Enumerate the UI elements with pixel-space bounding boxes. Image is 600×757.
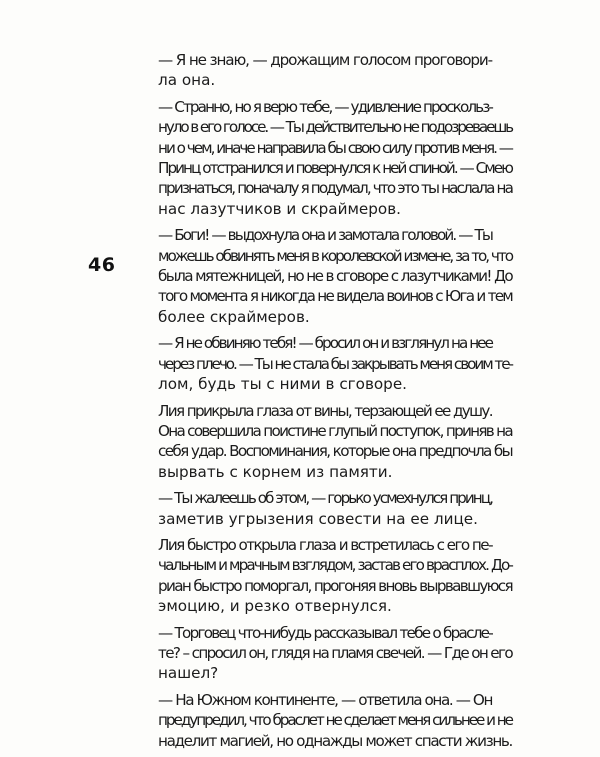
text-line: нашел? bbox=[158, 664, 219, 683]
text-line: риан быстро поморгал, прогоняя вновь вырвавшуюся bbox=[158, 576, 512, 595]
paragraph bbox=[138, 333, 512, 394]
text-line: — Я не обвиняю тебя! — бросил он и взглянул на нее bbox=[158, 334, 492, 353]
text-line: Лия быстро открыла глаза и встретилась с его пе- bbox=[158, 535, 492, 554]
paragraph bbox=[138, 488, 512, 529]
text-line: — Боги! — выдохнула она и замотала головой. — Ты bbox=[158, 226, 492, 245]
text-line: Лия прикрыла глаза от вины, терзающей ее душу. bbox=[158, 401, 492, 420]
text-line: — Торговец что-нибудь рассказывал тебе о брасле- bbox=[158, 623, 492, 642]
text-line: чальным и мрачным взглядом, застав его врасплох. До- bbox=[158, 556, 512, 575]
text-line: ни о чем, иначе направила бы свою силу против меня. — bbox=[158, 138, 512, 157]
paragraph bbox=[138, 623, 512, 684]
text-line: — На Южном континенте, — ответила она. — Он bbox=[158, 690, 492, 709]
paragraph bbox=[138, 535, 512, 617]
text-line: нас лазутчиков и скраймеров. bbox=[158, 199, 401, 218]
text-line: заметив угрызения совести на ее лице. bbox=[158, 509, 478, 528]
paragraph bbox=[138, 225, 512, 327]
text-line: нуло в его голосе. — Ты действительно не подозреваешь bbox=[158, 118, 512, 137]
page-number: 46 bbox=[88, 254, 116, 276]
text-line: вырвать с корнем из памяти. bbox=[158, 462, 393, 481]
text-line: можешь обвинять меня в королевской измене, за то, что bbox=[158, 246, 512, 265]
text-line: наделит магией, но однажды может спасти жизнь. bbox=[158, 731, 512, 750]
text-line: — Странно, но я верю тебе, — удивление проскольз- bbox=[158, 97, 492, 116]
text-line: эмоцию, и резко отвернулся. bbox=[158, 597, 392, 616]
text-line: была мятежницей, но не в сговоре с лазутчиками! До bbox=[158, 267, 512, 286]
text-line: ла она. bbox=[158, 71, 216, 90]
text-line: — Я не знаю, — дрожащим голосом проговори- bbox=[158, 51, 492, 69]
text-line: признаться, поначалу я подумал, что это ты наслала на bbox=[158, 179, 512, 198]
text-line: Она совершила поистине глупый поступок, приняв на bbox=[158, 421, 512, 440]
body-text bbox=[138, 50, 512, 757]
text-line: более скраймеров. bbox=[158, 307, 310, 326]
paragraph bbox=[138, 401, 512, 483]
text-line: предупредил, что браслет не сделает меня сильнее и не bbox=[158, 711, 512, 730]
text-line: лом, будь ты с ними в сговоре. bbox=[158, 375, 407, 394]
text-line: через плечо. — Ты не стала бы закрывать меня своим те- bbox=[158, 354, 512, 373]
text-line: те? – спросил он, глядя на пламя свечей. — Где он его bbox=[158, 643, 512, 662]
paragraph bbox=[138, 50, 512, 91]
text-line: того момента я никогда не видела воинов с Юга и тем bbox=[158, 287, 512, 306]
text-line: себя удар. Воспоминания, которые она предпочла бы bbox=[158, 442, 512, 461]
text-line: — Ты жалеешь об этом, — горько усмехнулся принц, bbox=[158, 489, 492, 508]
paragraph bbox=[138, 97, 512, 219]
text-line: Принц отстранился и повернулся к ней спиной. — Смею bbox=[158, 159, 512, 178]
paragraph bbox=[138, 690, 512, 751]
